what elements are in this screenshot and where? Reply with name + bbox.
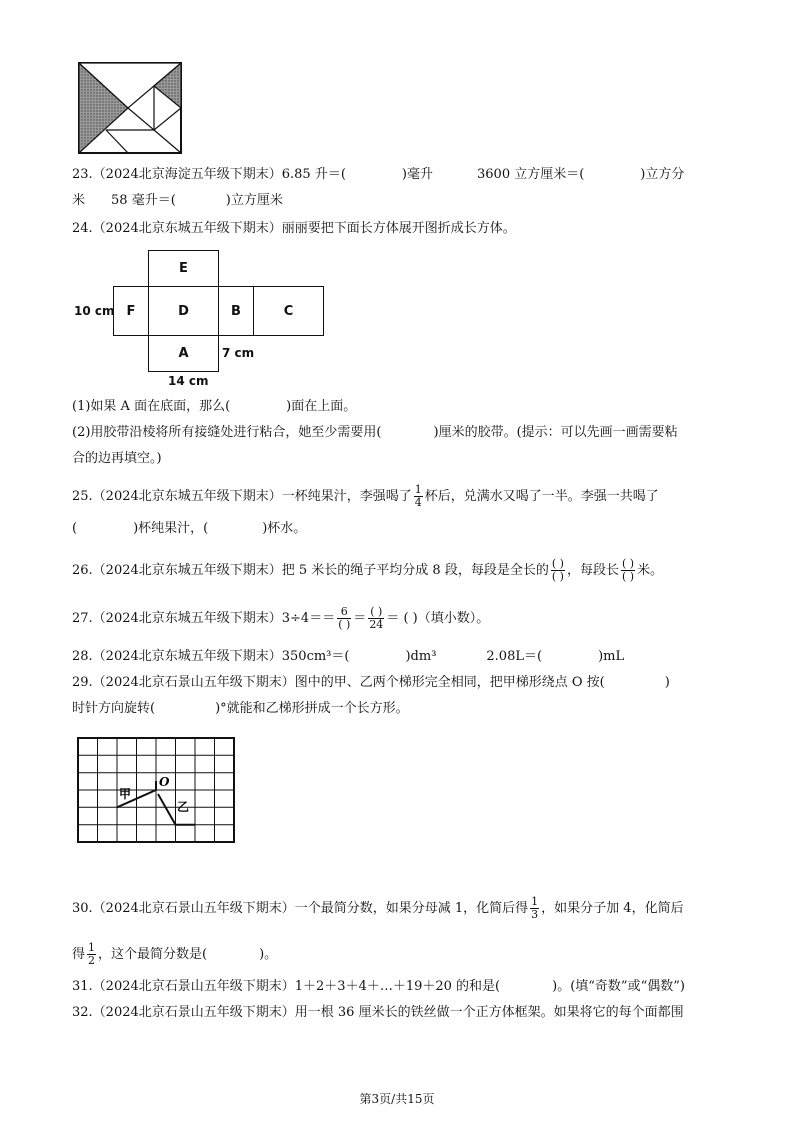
fraction-one-half: $\frac{1}{2}$ bbox=[88, 941, 96, 967]
face-f: F bbox=[113, 286, 149, 336]
face-a: A bbox=[148, 335, 219, 372]
q25-line-2: ( )杯纯果汁，( )杯水。 bbox=[72, 521, 307, 536]
label-yi: 乙 bbox=[177, 800, 190, 814]
face-d: D bbox=[148, 286, 219, 336]
label-point-o: O bbox=[159, 775, 170, 789]
q29-line-2: 时针方向旋转( )°就能和乙梯形拼成一个长方形。 bbox=[72, 701, 409, 716]
face-e: E bbox=[148, 250, 219, 287]
label-jia: 甲 bbox=[119, 787, 132, 801]
cuboid-net-diagram bbox=[74, 248, 334, 392]
dim-right: 7 cm bbox=[222, 346, 255, 360]
q23-line-1: 23.（2024北京海淀五年级下期末）6.85 升＝( )毫升 3600 立方厘米＝( )立方分 bbox=[72, 167, 685, 182]
q27-line: 27.（2024北京东城五年级下期末）3÷4＝＝ $\frac{6}{( )}$ ＝ $\frac{( )}{24}$ ＝ ( )（填小数）。 bbox=[72, 605, 490, 631]
fraction-one-quarter: $\frac{1}{4}$ bbox=[414, 483, 422, 509]
q31-line: 31.（2024北京石景山五年级下期末）1＋2＋3＋4＋…＋19＋20 的和是( )。(填“奇数”或“偶数”) bbox=[72, 979, 685, 994]
q29-line-1: 29.（2024北京石景山五年级下期末）图中的甲、乙两个梯形完全相同，把甲梯形绕点 O 按( ) bbox=[72, 675, 670, 690]
q23-line-2: 米 58 毫升＝( )立方厘米 bbox=[72, 193, 283, 208]
dim-bottom: 14 cm bbox=[168, 374, 209, 388]
q24-question: 24.（2024北京东城五年级下期末）丽丽要把下面长方体展开图折成长方体。 bbox=[72, 221, 516, 236]
page-footer: 第3页/共15页 bbox=[359, 1092, 435, 1106]
q24-sub-2-cont: 合的边再填空。) bbox=[72, 451, 162, 466]
fraction-6-over-blank: $\frac{6}{( )}$ bbox=[338, 605, 351, 631]
q28-line: 28.（2024北京东城五年级下期末）350cm³＝( )dm³ 2.08L＝( )mL bbox=[72, 649, 625, 664]
q30-line-2: 得 $\frac{1}{2}$ ，这个最简分数是( )。 bbox=[72, 941, 278, 967]
fraction-blank-1: $\frac{( )}{( )}$ bbox=[551, 557, 564, 583]
fraction-blank-over-24: $\frac{( )}{24}$ bbox=[369, 605, 384, 631]
dim-left: 10 cm bbox=[74, 304, 115, 318]
q30-line-1: 30.（2024北京石景山五年级下期末）一个最简分数，如果分母减 1，化简后得 $\frac{1}{3}$ ，如果分子加 4，化简后 bbox=[72, 895, 684, 921]
q24-sub-2: (2)用胶带沿棱将所有接缝处进行粘合，她至少需要用( )厘米的胶带。(提示：可以先画一画需要粘 bbox=[72, 425, 678, 440]
q32-line: 32.（2024北京石景山五年级下期末）用一根 36 厘米长的铁丝做一个正方体框架。如果将它的每个面都围 bbox=[72, 1005, 684, 1020]
tangram-figure bbox=[78, 62, 182, 154]
q25-line-1: 25.（2024北京东城五年级下期末）一杯纯果汁，李强喝了 $\frac{1}{4}$ 杯后，兑满水又喝了一半。李强一共喝了 bbox=[72, 483, 659, 509]
grid-figure bbox=[76, 736, 238, 848]
face-b: B bbox=[218, 286, 254, 336]
fraction-blank-2: $\frac{( )}{( )}$ bbox=[621, 557, 635, 583]
q24-sub-1: (1)如果 A 面在底面，那么( )面在上面。 bbox=[72, 399, 357, 414]
q26-line: 26.（2024北京东城五年级下期末）把 5 米长的绳子平均分成 8 段，每段是全长的 $\frac{( )}{( )}$ ，每段长 $\frac{( )}{( )}$ 米。 bbox=[72, 557, 664, 583]
fraction-one-third: $\frac{1}{3}$ bbox=[531, 895, 539, 921]
face-c: C bbox=[253, 286, 324, 336]
